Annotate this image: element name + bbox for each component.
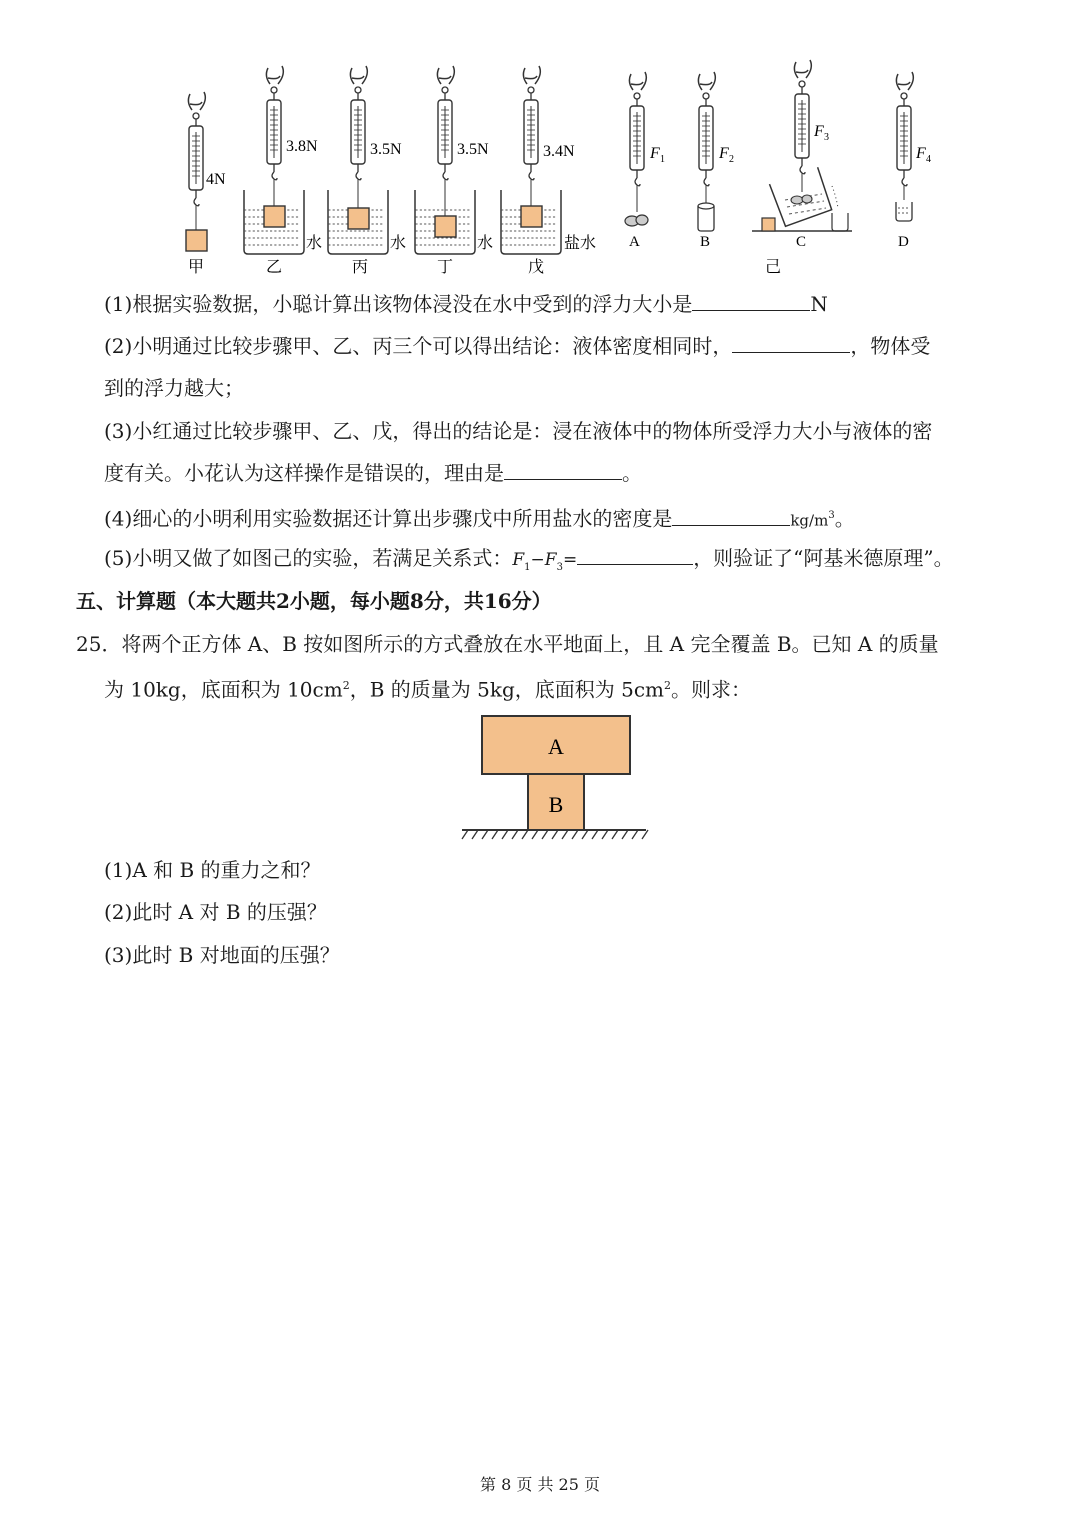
answer-blank-5[interactable] <box>577 544 693 565</box>
question-3-cont: 度有关。小花认为这样操作是错误的，理由是 。 <box>104 461 642 485</box>
force-f1: F <box>650 145 660 162</box>
label-wu: 戊 <box>528 257 545 276</box>
liquid-wu: 盐水 <box>564 233 597 252</box>
force-f2: F <box>719 145 729 162</box>
section-5-title: 五、计算题（本大题共2小题，每小题8分，共16分） <box>76 589 552 613</box>
question-5: (5)小明又做了如图己的实验，若满足关系式：$F_1-F_3=$ ，则验证了“阿基米德原理”。 <box>104 546 954 573</box>
step-ji-d <box>896 72 913 221</box>
liquid-ding: 水 <box>477 233 494 252</box>
reading-wu: 3.4N <box>543 143 575 160</box>
question-25-sub2: (2)此时 A 对 B 的压强？ <box>104 900 327 924</box>
label-yi: 乙 <box>266 257 283 276</box>
step-yi <box>244 66 304 254</box>
question-1: (1)根据实验数据，小聪计算出该物体浸没在水中受到的浮力大小是 N <box>104 292 828 316</box>
question-25-sub1: (1)A 和 B 的重力之和？ <box>104 858 321 882</box>
step-bing <box>328 66 388 254</box>
sub-label-c: C <box>796 234 807 250</box>
liquid-bing: 水 <box>390 233 407 252</box>
stacked-blocks-figure <box>460 712 650 844</box>
page-footer: 第 8 页 共 25 页 <box>480 1475 600 1494</box>
block-b-label: B <box>548 792 564 817</box>
object-block <box>186 230 207 251</box>
step-ji-c <box>752 60 852 231</box>
force-f1-sub: 1 <box>660 154 665 165</box>
answer-blank-4[interactable] <box>672 505 790 526</box>
question-25-sub3: (3)此时 B 对地面的压强？ <box>104 943 340 967</box>
answer-blank-2[interactable] <box>732 332 850 353</box>
label-ji: 己 <box>765 257 782 276</box>
step-ji-b <box>698 72 715 231</box>
force-f3: F <box>814 123 824 140</box>
question-25-cont: 为 10kg，底面积为 $10cm^2$，B 的质量为 5kg，底面积为 $5cm^2$。则求： <box>104 677 752 702</box>
liquid-yi: 水 <box>306 233 323 252</box>
label-bing: 丙 <box>352 257 369 276</box>
step-wu <box>501 66 561 254</box>
answer-blank-3[interactable] <box>504 459 622 480</box>
sub-label-d: D <box>898 234 909 250</box>
block-a-label: A <box>548 734 564 759</box>
reading-yi: 3.8N <box>286 138 318 155</box>
force-f4: F <box>916 145 926 162</box>
question-2: (2)小明通过比较步骤甲、乙、丙三个可以得出结论：液体密度相同时， ，物体受 <box>104 334 931 358</box>
question-2-cont: 到的浮力越大； <box>104 376 244 400</box>
force-f4-sub: 4 <box>926 154 931 165</box>
sub-label-b: B <box>700 234 711 250</box>
step-ding <box>415 66 475 254</box>
label-jia: 甲 <box>188 257 205 276</box>
label-ding: 丁 <box>437 257 454 276</box>
experiment-figure <box>0 0 1080 290</box>
sub-label-a: A <box>629 234 640 250</box>
question-25: 25．将两个正方体 A、B 按如图所示的方式叠放在水平地面上，且 A 完全覆盖 B。已知 A 的质量 <box>76 632 939 656</box>
step-ji-a <box>625 72 648 226</box>
reading-bing: 3.5N <box>370 141 402 158</box>
force-f3-sub: 3 <box>824 132 829 143</box>
step-jia <box>186 92 207 251</box>
reading-ding: 3.5N <box>457 141 489 158</box>
ground-hatch <box>462 830 648 839</box>
question-3: (3)小红通过比较步骤甲、乙、戊，得出的结论是：浸在液体中的物体所受浮力大小与液体的密 <box>104 419 933 443</box>
question-4: (4)细心的小明利用实验数据还计算出步骤戊中所用盐水的密度是 $kg/m^3$。 <box>104 506 855 531</box>
reading-jia: 4N <box>206 171 226 188</box>
answer-blank-1[interactable] <box>692 290 810 311</box>
force-f2-sub: 2 <box>729 154 734 165</box>
